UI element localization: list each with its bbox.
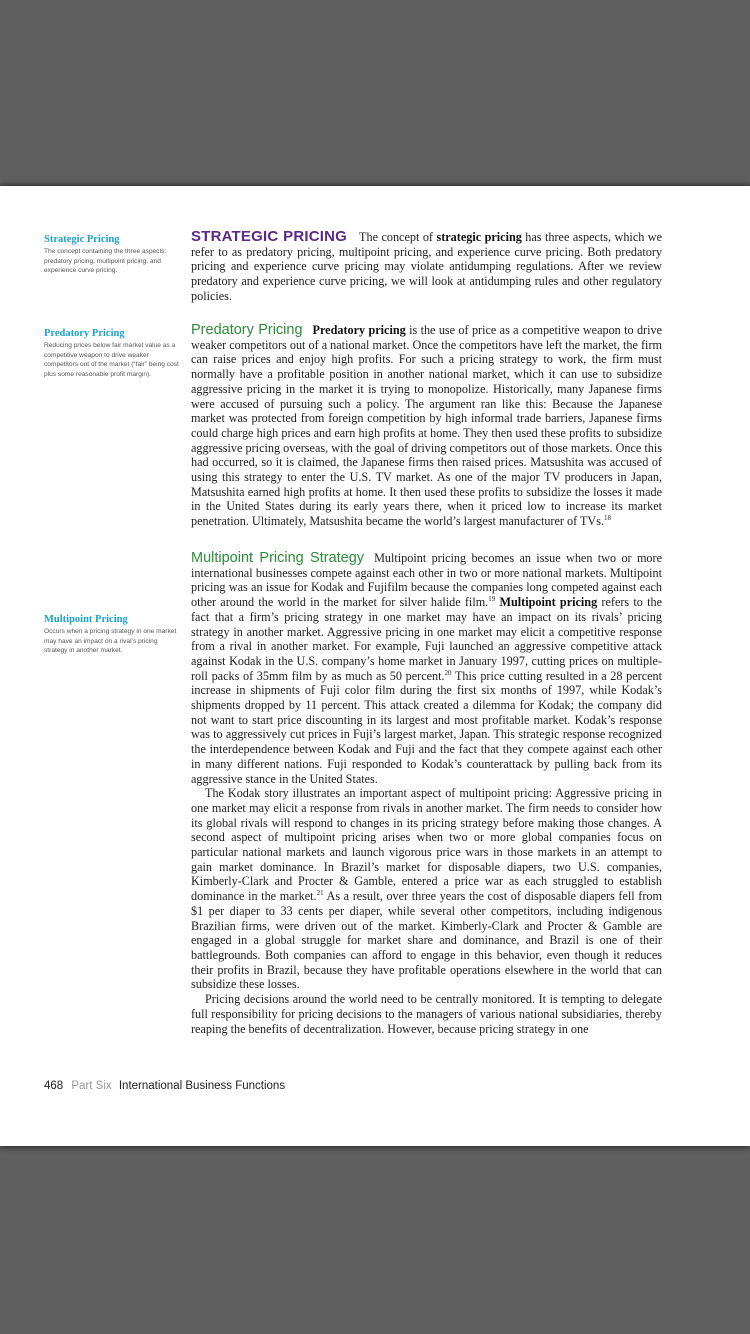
margin-note-multipoint-pricing	[44, 614, 180, 656]
footnote-ref[interactable]: 21	[316, 889, 324, 898]
key-term: Predatory pricing	[312, 323, 406, 337]
text: is the use of price as a competitive weapon to drive weaker competitors out of a national market. Once the competitors have left the market, the firm can raise prices and enjoy high profits. For such a pricing strategy to work, the firm must normally have a profitable position in another national market, which it can use to subsidize aggressive pricing in the market it is trying to monopolize. Historically, many Japanese firms were accused of pursuing such a policy. The argument ran like this: Because the Japanese market was protected from foreign competition by high informal trade barriers, Japanese firms could charge high prices and earn high profits at home. They then used these profits to subsidize aggressive pricing overseas, with the goal of driving competitors out of those markets. Once this had occurred, so it is claimed, the Japanese firms then raised prices. Matsushita was accused of using this strategy to enter the U.S. TV market. As one of the major TV producers in Japan, Matsushita earned high profits at home. It then used these profits to subsidize the losses it made in the United States during its early years there, when it priced low to increase its market penetration. Ultimately, Matsushita became the world’s largest manufacturer of TVs.	[191, 323, 663, 529]
book-page	[0, 186, 750, 1146]
key-term: strategic pricing	[436, 230, 522, 244]
footnote-ref[interactable]: 19	[488, 595, 496, 604]
section-heading: STRATEGIC PRICING	[191, 228, 348, 245]
section-strategic-pricing	[191, 230, 662, 304]
footnote-ref[interactable]: 20	[444, 668, 452, 677]
text: The concept of	[359, 230, 437, 244]
section-predatory-pricing	[191, 323, 662, 529]
margin-term: Predatory Pricing	[44, 328, 125, 339]
text: refers to the fact that a firm’s pricing strategy in one market may have an impact on its rivals’ pricing strategy in another market. Aggressive pricing in one market may elicit a competitive response from a rival in another market. For example, Fuji launched an aggressive competitive attack against Kodak in the U.S. company’s home market in January 1997, cutting prices on multiple-roll packs of 35mm film by as much as 50 percent.	[191, 595, 662, 683]
margin-definition: Reducing prices below fair market value as a competitive weapon to drive weaker competitors out of the market (“fair” being cost plus some reasonable profit margin).	[44, 342, 179, 378]
margin-note-predatory-pricing	[44, 328, 180, 379]
text: As a result, over three years the cost of disposable diapers fell from $1 per diaper to 33 cents per diaper, while several other competitors, including indigenous Brazilian firms, were driven out of the market. Kimberly-Clark and Procter & Gamble are engaged in a global struggle for market share and dominance, and Brazil is one of their battlegrounds. Both companies can afford to engage in this behavior, even though it reduces their profits in Brazil, because they have profitable operations elsewhere in the world that can subsidize these losses.	[191, 889, 662, 992]
part-title: International Business Functions	[118, 1080, 286, 1092]
part-label: Part Six	[71, 1080, 112, 1092]
subsection-heading: Multipoint Pricing Strategy	[191, 550, 365, 566]
key-term: Multipoint pricing	[499, 595, 598, 610]
text: Multipoint pricing becomes an issue when two or more international businesses compete against each other in two or more national markets. Multipoint pricing was an issue for Kodak and Fujifilm because the companies long competed against each other around the world in the market for silver halide film.	[191, 551, 662, 610]
text: Pricing decisions around the world need to be centrally monitored. It is tempting to delegate full responsibility for pricing decisions to the managers of various national subsidiaries, thereby reaping the benefits of decentralization. However, because pricing strategy in one	[191, 992, 662, 1036]
text: The Kodak story illustrates an important aspect of multipoint pricing: Aggressive pricing in one market may elicit a response from rivals in another market. The firm needs to consider how its global rivals will respond to changes in its pricing strategy before making those changes. A second aspect of multipoint pricing arises when two or more global companies focus on particular national markets and launch vigorous price wars in those markets in an attempt to gain market dominance. In Brazil’s market for disposable diapers, two U.S. companies, Kimberly-Clark and Procter & Gamble, entered a price war as each struggled to establish dominance in the market.	[191, 786, 662, 904]
page-number: 468	[44, 1080, 64, 1092]
margin-definition: Occurs when a pricing strategy in one market may have an impact on a rival’s pricing strategy in another market.	[44, 628, 177, 655]
section-multipoint-pricing	[191, 551, 662, 1036]
text: has three aspects, which we refer to as predatory pricing, multipoint pricing, and experience curve pricing. Both predatory pricing and experience curve pricing may violate antidumping regulations. After we review predatory and experience curve pricing, we will look at antidumping rules and other regulatory policies.	[191, 230, 662, 303]
text: This price cutting resulted in a 28 percent increase in shipments of Fuji color film during the first six months of 1997, while Kodak’s shipments dropped by 11 percent. This attack created a dilemma for Kodak; the company did not want to start price discounting in its largest and most profitable market. Kodak’s response was to aggressively cut prices in Fuji’s largest market, Japan. This strategic response recognized the interdependence between Kodak and Fuji and the fact that they compete against each other in many different nations. Fuji responded to Kodak’s counterattack by pulling back from its aggressive stance in the United States.	[191, 668, 662, 786]
paragraph	[191, 786, 662, 992]
paragraph	[191, 323, 662, 529]
footnote-ref[interactable]: 18	[604, 514, 612, 523]
subsection-heading: Predatory Pricing	[191, 322, 303, 338]
margin-note-strategic-pricing	[44, 234, 180, 276]
paragraph	[191, 230, 662, 304]
paragraph	[191, 992, 662, 1036]
paragraph	[191, 551, 662, 786]
margin-term: Strategic Pricing	[44, 234, 120, 245]
margin-definition: The concept containing the three aspects: predatory pricing, multipoint pricing, and experience curve pricing.	[44, 248, 167, 275]
page-footer	[44, 1080, 285, 1092]
margin-term: Multipoint Pricing	[44, 614, 128, 625]
